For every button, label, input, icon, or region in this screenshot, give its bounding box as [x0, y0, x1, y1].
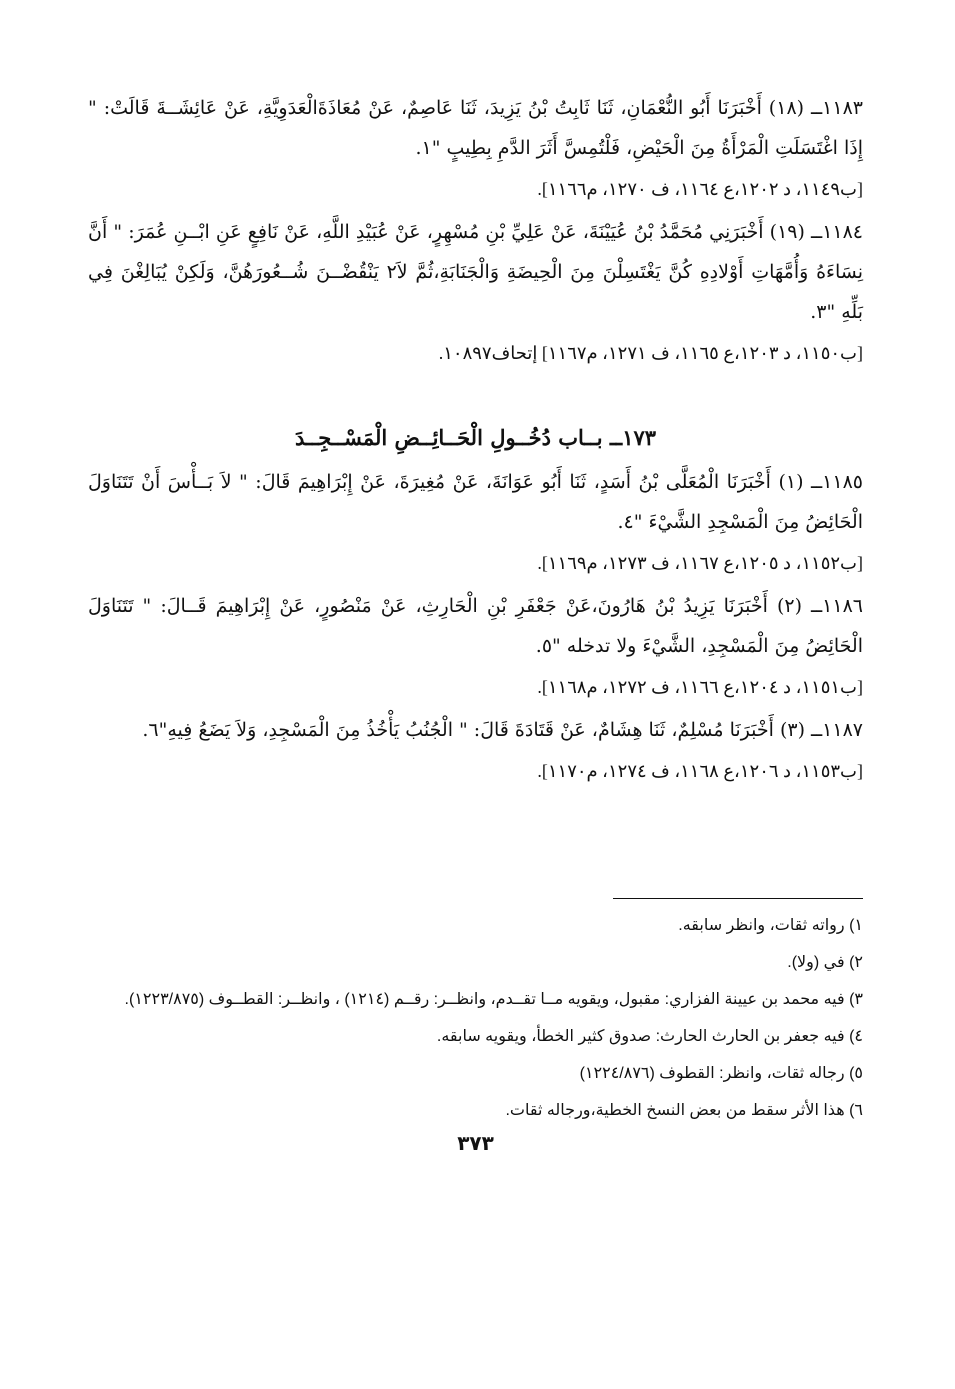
page-number: ٣٧٣ — [457, 1131, 494, 1155]
hadith-1184-text: ١١٨٤ــ (١٩) أَخْبَرَنِي مُحَمَّدُ بْنُ عُيَيْنَةَ، عَنْ عَلِيِّ بْنِ مُسْهِرٍ، عَنْ عُبَيْدِ اللَّهِ، عَنْ نَافِعٍ عَنِ ابْــنِ عُمَرَ: " أَنَّ نِسَاءَهُ وَأُمَّهَاتِ أَوْلادِهِ كُنَّ يَغْتَسِلْنَ مِنَ الْحِيضَةِ وَالْجَنَابَةِ،ثُمَّ لاَ٢ يَنْقُضْــنَ شُــعُورَهُنَّ، وَلَكِنْ يُبَالِغْنَ فِي بَلِّهِ "٣. — [88, 221, 864, 323]
footnote: ٦) هذا الأثر سقط من بعض النسخ الخطية،ورجاله ثقات. — [505, 1102, 863, 1119]
hadith-1187-text: ١١٨٧ــ (٣) أَخْبَرَنَا مُسْلِمٌ، ثَنَا هِشَامٌ، عَنْ قَتَادَةَ قَالَ: " الْجُنُبُ يَأْخُذُ مِنَ الْمَسْجِدِ، وَلاَ يَضَعُ فِيهِ"٦. — [142, 719, 863, 741]
hadith-1185-text: ١١٨٥ــ (١) أَخْبَرَنَا الْمُعَلَّى بْنُ أَسَدٍ، ثَنَا أَبُو عَوَانَةَ، عَنْ مُغِيرَةَ، عَنْ إِبْرَاهِيمَ قَالَ: " لاَ بَــأْسَ أَنْ تَتَنَاوَلَ الْحَائِضُ مِنَ الْمَسْجِدِ الشَّيْءَ "٤. — [88, 471, 863, 533]
hadith-1185-reference: [ب١١٥٢، د ١٢٠٥،ع ١١٦٧، ف ١٢٧٣، م١١٦٩]. — [537, 553, 863, 573]
footnote: ٣) فيه محمد بن عيينة الفزاري: مقبول، ويقويه مــا تقــدم، وانظــر: رقــم (١٢١٤) ، وانظــر: القطــوف (١٢٢٣/٨٧٥). — [124, 991, 863, 1008]
hadith-1183-text: ١١٨٣ــ (١٨) أَخْبَرَنَا أَبُو النُّعْمَانِ، ثَنَا ثَابِتُ بْنُ يَزِيدَ، ثَنَا عَاصِمٌ، عَنْ مُعَاذَةَالْعَدَوِيَّةِ، عَنْ عَائِشَــةَ قَالَتْ: " إِذَا اغْتَسَلَتِ الْمَرْأَةُ مِنَ الْحَيْضِ، فَلْتُمِسَّ أَثَرَ الدَّمِ بِطِيبٍ "١. — [88, 97, 863, 159]
hadith-1187-reference: [ب١١٥٣، د ١٢٠٦،ع ١١٦٨، ف ١٢٧٤، م١١٧٠]. — [537, 761, 863, 781]
hadith-1183-reference: [ب١١٤٩، د ١٢٠٢،ع ١١٦٤، ف ١٢٧٠، م١١٦٦]. — [537, 179, 863, 199]
footnote: ٢) في (ولا). — [787, 954, 863, 971]
hadith-1184-reference: [ب١١٥٠، د ١٢٠٣،ع ١١٦٥، ف ١٢٧١، م١١٦٧] إتحاف١٠٨٩٧. — [438, 343, 863, 363]
footnote-separator — [613, 898, 863, 899]
hadith-1186-reference: [ب١١٥١، د ١٢٠٤،ع ١١٦٦، ف ١٢٧٢، م١١٦٨]. — [537, 677, 863, 697]
footnote: ٤) فيه جعفر بن الحارث الحارث: صدوق كثير الخطأ، ويقويه سابقه. — [436, 1028, 863, 1045]
footnote: ٥) رجاله ثقات، وانظر: القطوف (١٢٢٤/٨٧٦) — [579, 1065, 863, 1082]
footnotes — [88, 909, 863, 1127]
hadith-1186-text: ١١٨٦ــ (٢) أَخْبَرَنَا يَزِيدُ بْنُ هَارُونَ،عَنْ جَعْفَرِ بْنِ الْحَارِثِ، عَنْ مَنْصُورٍ، عَنْ إِبْرَاهِيمَ قَــالَ: " تَتَنَاوَلَ الْحَائِضُ مِنَ الْمَسْجِدِ، الشَّيْءَ ولا تدخله "٥. — [88, 595, 863, 657]
chapter-title: ١٧٣ــ بــاب دُخُــولِ الْحَــائِــضِ الْمَسْــجِــدَ — [294, 425, 657, 450]
notes-spacer — [88, 794, 863, 898]
footnote: ١) رواته ثقات، وانظر سابقه. — [678, 917, 863, 934]
